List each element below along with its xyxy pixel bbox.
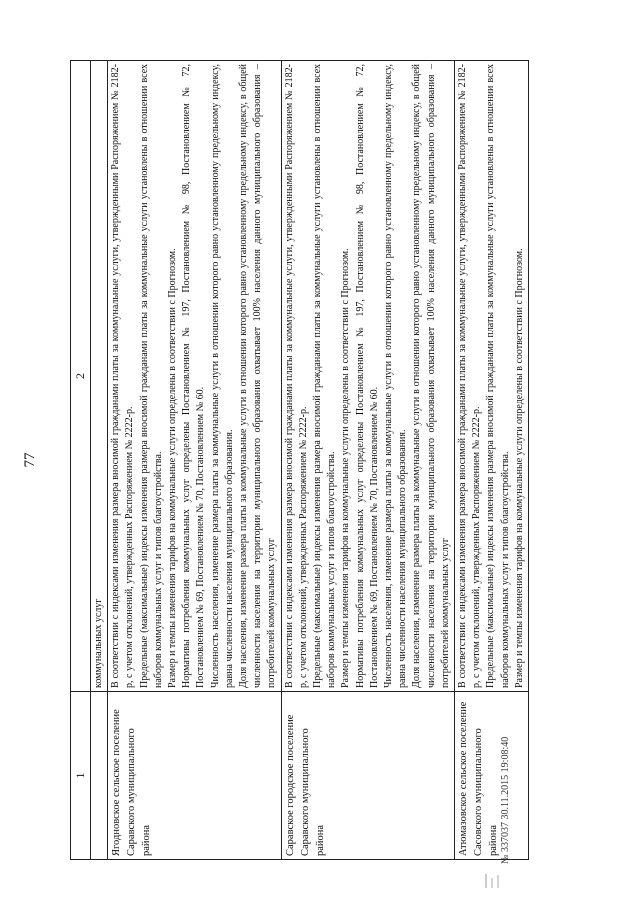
- table-header-row: [71, 61, 91, 860]
- tariff-description: [91, 61, 108, 692]
- description-paragraph: Численность населения, изменение размера платы за коммунальные услуги в отношении которого равно установленному предельному индексу, равна численности населения муниципального образования.: [383, 64, 409, 688]
- column-header-1: 1: [71, 692, 91, 860]
- table-body: [91, 61, 529, 860]
- table-row: [281, 61, 454, 860]
- page-number: 77: [22, 452, 38, 468]
- description-paragraph: Доля населения, изменение размера платы за коммунальные услуги в отношении которого равно установленному предельному индексу, в общей численности населения на территории муниципального образования охватывает 100% населения данного муниципального образования – потребителей коммунальных услуг: [411, 64, 451, 688]
- description-paragraph: Предельные (максимальные) индексы изменения размера вносимой гражданами платы за коммунальные услуги установлены в отношении всех наборов коммунальных услуг и типов благоустройства.: [312, 64, 338, 688]
- description-paragraph: Нормативы потребления коммунальных услуг определены Постановлением № 197, Постановлением № 98, Постановлением № 72, Постановлением № 69, Постановлением № 70, Постановлением № 60.: [354, 64, 380, 688]
- tariff-description: [455, 61, 529, 692]
- municipality-name: Ягодновское сельское поселение Саравского муниципального района: [108, 692, 281, 860]
- table-row: [108, 61, 281, 860]
- description-paragraph: В соответствии с индексами изменения размера вносимой гражданами платы за коммунальные услуги, утвержденными Распоряжением № 2182-р, с учетом отклонений, утвержденных Распоряжением № 2222-р.: [283, 64, 309, 688]
- municipality-name: [91, 692, 108, 860]
- column-header-2: 2: [71, 61, 91, 692]
- description-paragraph: Размер и темпы изменения тарифов на коммунальные услуги определены в соответствии с Прогнозом.: [513, 248, 525, 688]
- description-paragraph: Предельные (максимальные) индексы изменения размера вносимой гражданами платы за коммунальные услуги установлены в отношении всех наборов коммунальных услуг и типов благоустройства.: [138, 64, 164, 688]
- table-row: [455, 61, 529, 860]
- table-row: [91, 61, 108, 860]
- tariff-description: [281, 61, 454, 692]
- description-paragraph: коммунальных услуг: [93, 598, 104, 688]
- description-paragraph: Нормативы потребления коммунальных услуг определены Постановлением № 197, Постановлением № 98, Постановлением № 72, Постановлением № 69, Постановлением № 70, Постановлением № 60.: [181, 64, 207, 688]
- description-paragraph: В соответствии с индексами изменения размера вносимой гражданами платы за коммунальные услуги, утвержденными Распоряжением № 2182-р, с учетом отклонений, утвержденных Распоряжением № 2222-р.: [457, 64, 483, 688]
- registration-footer: № 337037 30.11.2015 19:08:40: [500, 736, 511, 864]
- description-paragraph: Численность населения, изменение размера платы за коммунальные услуги в отношении которого равно установленному предельному индексу, равна численности населения муниципального образования.: [209, 64, 235, 688]
- tariff-table: [70, 60, 529, 860]
- document-page: [22, 60, 560, 864]
- tariff-description: [108, 61, 281, 692]
- description-paragraph: Размер и темпы изменения тарифов на коммунальные услуги определены в соответствии с Прогнозом.: [340, 248, 352, 688]
- description-paragraph: Доля населения, изменение размера платы за коммунальные услуги в отношении которого равно установленному предельному индексу, в общей численности населения на территории муниципального образования охватывает 100% населения данного муниципального образования – потребителей коммунальных услуг: [238, 64, 278, 688]
- description-paragraph: Предельные (максимальные) индексы изменения размера вносимой гражданами платы за коммунальные услуги установлены в отношении всех наборов коммунальных услуг и типов благоустройства.: [485, 64, 511, 688]
- description-paragraph: Размер и темпы изменения тарифов на коммунальные услуги определены в соответствии с Прогнозом.: [167, 248, 179, 688]
- stamp-icon: [482, 872, 506, 890]
- municipality-name: Атюмазовское сельское поселение Сасовского муниципального района: [455, 692, 529, 860]
- municipality-name: Саравское городское поселение Саравского муниципального района: [281, 692, 454, 860]
- description-paragraph: В соответствии с индексами изменения размера вносимой гражданами платы за коммунальные услуги, утвержденными Распоряжением № 2182-р, с учетом отклонений, утвержденных Распоряжением № 2222-р.: [110, 64, 136, 688]
